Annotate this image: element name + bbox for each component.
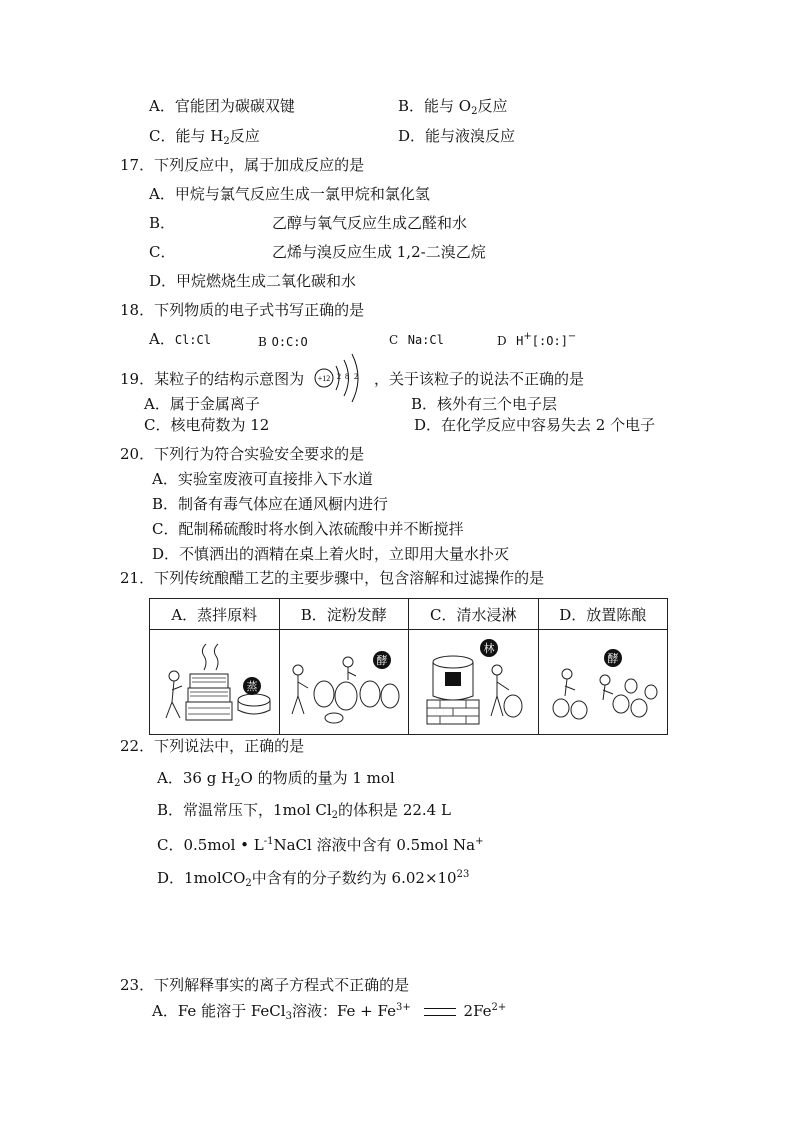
badge-ferment: 酵 bbox=[376, 654, 388, 667]
q18-option-c: C Na:Cl bbox=[389, 333, 444, 347]
q17-option-d: D．甲烷燃烧生成二氧化碳和水 bbox=[149, 272, 357, 290]
q17-option-b-letter: B． bbox=[149, 214, 176, 232]
q17-option-c-text: 乙烯与溴反应生成 1,2-二溴乙烷 bbox=[272, 243, 486, 261]
nucleus-charge: +12 bbox=[317, 374, 331, 383]
q21-stem: 21．下列传统酿醋工艺的主要步骤中，包含溶解和过滤操作的是 bbox=[120, 569, 545, 587]
q19-option-c: C．核电荷数为 12 bbox=[144, 416, 270, 434]
badge-leach: 林 bbox=[483, 642, 495, 655]
q17-option-a: A．甲烷与氯气反应生成一氯甲烷和氯化氢 bbox=[149, 185, 430, 203]
electron-formula-b: O:C:O bbox=[271, 335, 308, 349]
q23-stem: 23．下列解释事实的离子方程式不正确的是 bbox=[120, 976, 410, 994]
q19-stem-after: ，关于该粒子的说法不正确的是 bbox=[374, 370, 585, 388]
step-illustration-fermenting bbox=[279, 630, 409, 735]
q22-option-b: B．常温常压下，1mol $Cl_2$的体积是 22.4 L bbox=[157, 801, 451, 821]
q20-stem: 20．下列行为符合实验安全要求的是 bbox=[120, 445, 365, 463]
q20-option-b: B．制备有毒气体应在通风橱内进行 bbox=[152, 495, 389, 513]
q20-option-c: C．配制稀硫酸时将水倒入浓硫酸中并不断搅拌 bbox=[152, 520, 464, 538]
q22-option-c: C．0.5mol • $L^{-1}NaCl$ 溶液中含有 0.5mol Na+ bbox=[157, 836, 484, 854]
q20-option-a: A．实验室废液可直接排入下水道 bbox=[152, 470, 373, 488]
electron-formula-a: Cl:Cl bbox=[174, 333, 211, 347]
q19-option-a: A．属于金属离子 bbox=[144, 395, 260, 413]
q17-stem: 17．下列反应中，属于加成反应的是 bbox=[120, 156, 365, 174]
q19-option-b: B．核外有三个电子层 bbox=[411, 395, 558, 413]
q18-stem: 18．下列物质的电子式书写正确的是 bbox=[120, 301, 365, 319]
q20-option-d: D．不慎洒出的酒精在桌上着火时，立即用大量水扑灭 bbox=[152, 545, 510, 563]
q19-option-d: D．在化学反应中容易失去 2 个电子 bbox=[414, 416, 656, 434]
q17-option-c-letter: C． bbox=[149, 243, 176, 261]
q18-option-b: B O:C:O bbox=[258, 335, 308, 349]
step-header-d: D．放置陈酿 bbox=[538, 599, 668, 630]
electron-formula-d: [:O:] bbox=[531, 334, 568, 348]
q19-stem: 19．某粒子的结构示意图为 bbox=[120, 370, 305, 388]
step-illustration-steaming bbox=[150, 630, 280, 735]
step-header-c: C．清水浸淋 bbox=[409, 599, 539, 630]
q16-option-b: B．能与 $O_2$反应 bbox=[398, 97, 508, 117]
q16-option-c: C．能与 $H_2$反应 bbox=[149, 127, 260, 147]
shell-3-count: 2 bbox=[354, 372, 358, 381]
equals-sign bbox=[424, 1008, 456, 1016]
step-header-a: A．蒸拌原料 bbox=[150, 599, 280, 630]
badge-steam: 蒸 bbox=[246, 680, 258, 693]
q17-option-b-text: 乙醇与氧气反应生成乙醛和水 bbox=[272, 214, 468, 232]
q23-option-a: A．Fe 能溶于 FeCl$_3$溶液：$Fe + Fe^{3+}$ $2Fe^{2+}$ bbox=[152, 1002, 507, 1022]
q18-option-d: D H+[:O:]− bbox=[497, 331, 577, 348]
badge-age: 酵 bbox=[607, 652, 619, 665]
atom-structure-diagram bbox=[312, 348, 372, 408]
q22-option-d: D．1molCO$_2$中含有的分子数约为 $6.02\times 10^{23}$ bbox=[157, 869, 470, 889]
q16-option-d: D．能与液溴反应 bbox=[398, 127, 516, 145]
step-header-b: B．淀粉发酵 bbox=[279, 599, 409, 630]
q16-option-a: A．官能团为碳碳双键 bbox=[149, 97, 295, 115]
vinegar-steps-table bbox=[149, 598, 668, 735]
q18-option-a: A．Cl:Cl bbox=[149, 330, 211, 348]
step-illustration-aging bbox=[538, 630, 668, 735]
shell-1-count: 2 bbox=[337, 372, 341, 381]
q22-option-a: A．36 g $H_2O$ 的物质的量为 1 mol bbox=[157, 769, 395, 789]
electron-formula-c: Na:Cl bbox=[407, 333, 444, 347]
shell-2-count: 8 bbox=[345, 372, 349, 381]
q22-stem: 22．下列说法中，正确的是 bbox=[120, 737, 305, 755]
step-illustration-leaching bbox=[409, 630, 539, 735]
